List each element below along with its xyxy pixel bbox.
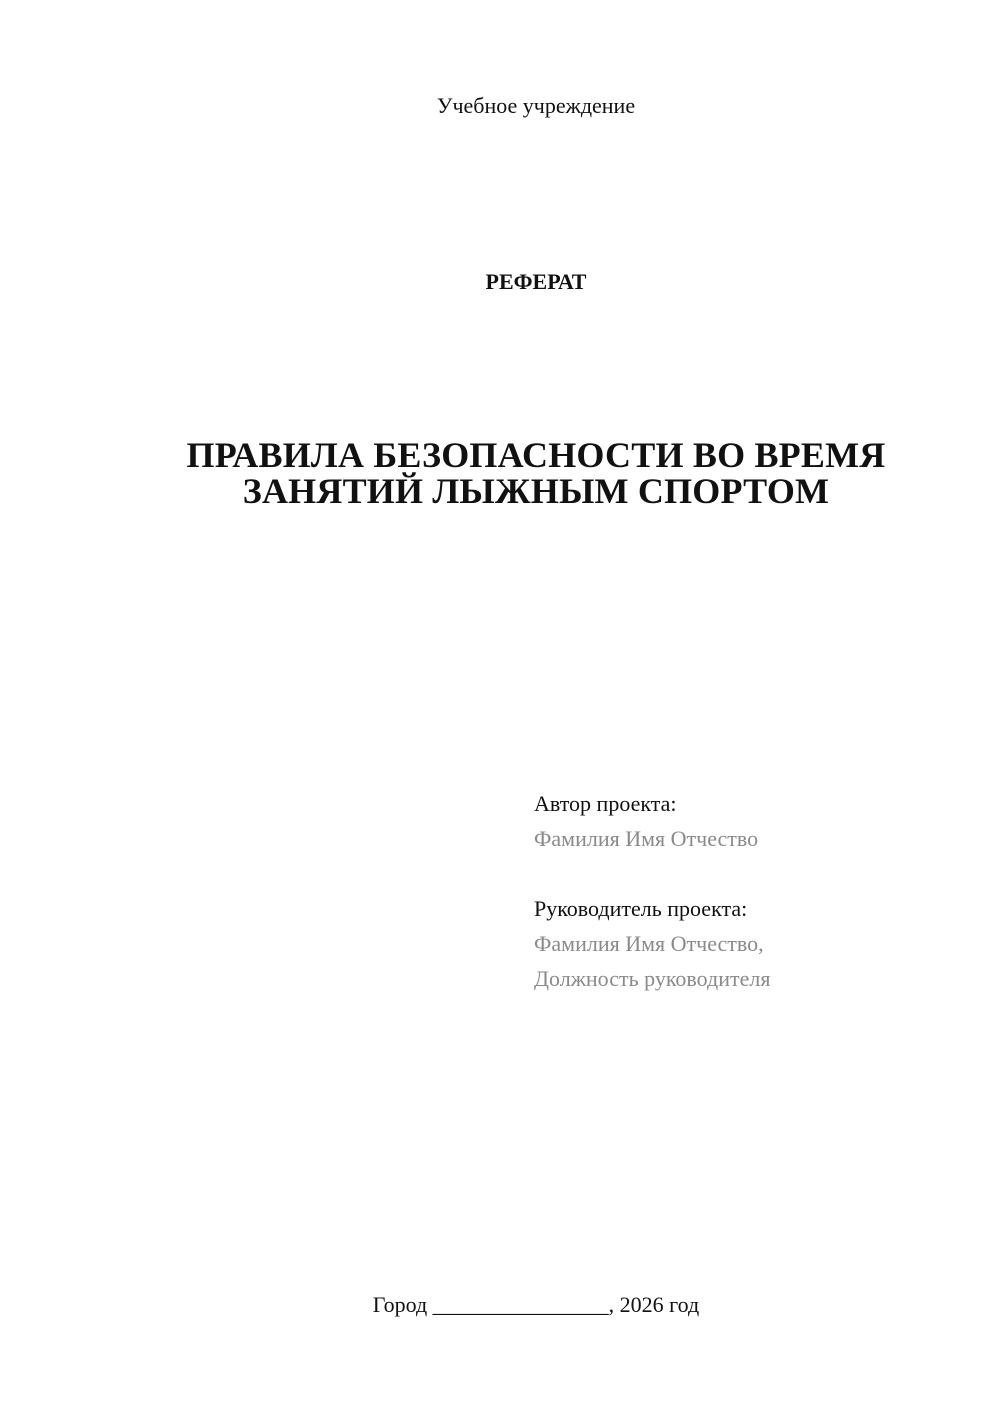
author-label: Автор проекта: [534,791,677,816]
title-line-1: ПРАВИЛА БЕЗОПАСНОСТИ ВО ВРЕМЯ [186,435,886,475]
document-title [120,437,952,509]
institution-name: Учебное учреждение [436,93,636,118]
supervisor-label: Руководитель проекта: [534,896,748,921]
supervisor-position: Должность руководителя [534,966,771,991]
author-name: Фамилия Имя Отчество [534,826,759,851]
project-info [534,786,974,996]
supervisor-name: Фамилия Имя Отчество, [534,931,764,956]
info-spacer [534,856,974,891]
city-year-line: Город ________________, 2026 год [372,1292,700,1317]
document-type: РЕФЕРАТ [485,269,587,294]
title-line-2: ЗАНЯТИЙ ЛЫЖНЫМ СПОРТОМ [242,471,830,511]
